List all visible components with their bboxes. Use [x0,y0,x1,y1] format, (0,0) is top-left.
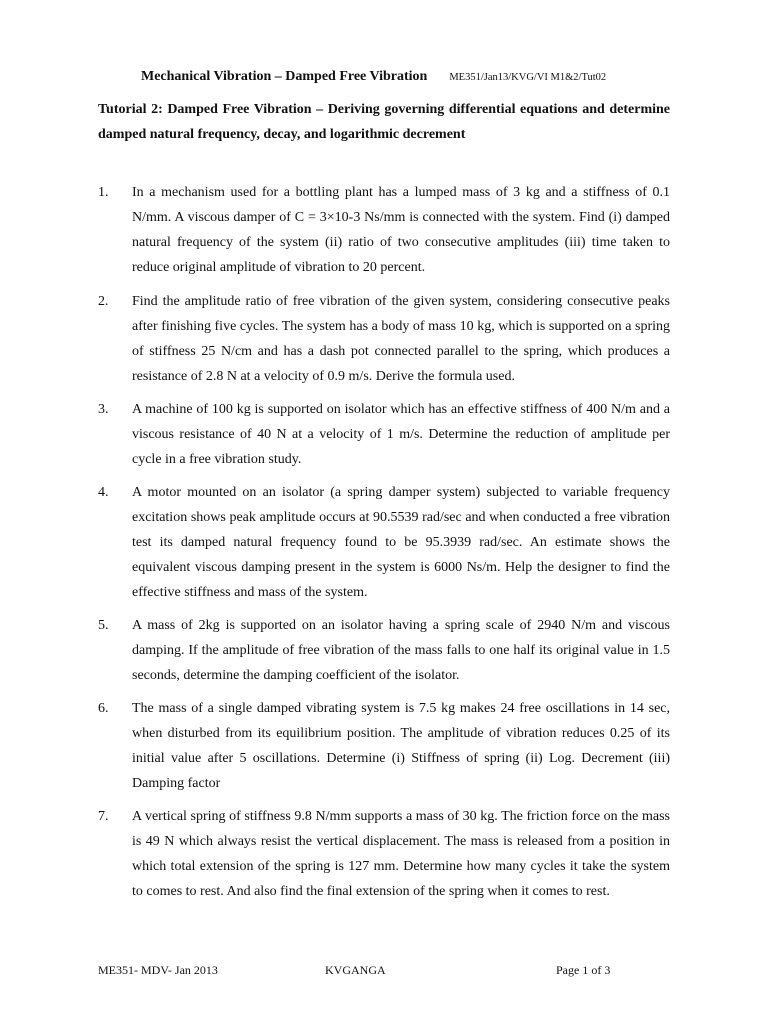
page-header [141,67,606,85]
question-item [98,289,670,389]
question-text: A mass of 2kg is supported on an isolator having a spring scale of 2940 N/m and viscous damping. If the amplitude of free vibration of the mass falls to one half its original value in 1.5 seconds, determine the damping coefficient of the isolator. [132,618,670,683]
question-text: Find the amplitude ratio of free vibration of the given system, considering consecutive peaks after finishing five cycles. The system has a body of mass 10 kg, which is supported on a spring of stiffness 25 N/cm and has a dash pot connected parallel to the spring, which produces a resistance of 2.8 N at a velocity of 0.9 m/s. Derive the formula used. [132,294,670,384]
question-item [98,613,670,688]
question-item [98,696,670,796]
question-text: A motor mounted on an isolator (a spring damper system) subjected to variable frequency excitation shows peak amplitude occurs at 90.5539 rad/sec and when conducted a free vibration test its damped natural frequency found to be 95.3939 rad/sec. An estimate shows the equivalent viscous damping present in the system is 6000 Ns/m. Help the designer to find the effective stiffness and mass of the system. [132,485,670,600]
question-item [98,480,670,605]
footer-author: KVGANGA [325,963,386,977]
question-number: 6. [98,701,109,716]
footer-page-number: Page 1 of 3 [556,963,611,977]
footer-course-code: ME351- MDV- Jan 2013 [98,963,218,977]
question-text: A vertical spring of stiffness 9.8 N/mm supports a mass of 30 kg. The friction force on the mass is 49 N which always resist the vertical displacement. The mass is released from a position in which total extension of the spring is 127 mm. Determine how many cycles it take the system to comes to rest. And also find the final extension of the spring when it comes to rest. [132,809,670,899]
question-number: 1. [98,185,109,200]
question-item [98,804,670,904]
question-text: A machine of 100 kg is supported on isolator which has an effective stiffness of 400 N/m and a viscous resistance of 40 N at a velocity of 1 m/s. Determine the reduction of amplitude per cycle in a free vibration study. [132,402,670,467]
tutorial-title: Tutorial 2: Damped Free Vibration – Deriving governing differential equations and determine damped natural frequency, decay, and logarithmic decrement [98,102,670,142]
question-item [98,397,670,472]
question-number: 3. [98,402,109,417]
header-title: Mechanical Vibration – Damped Free Vibration [141,69,428,84]
question-text: In a mechanism used for a bottling plant has a lumped mass of 3 kg and a stiffness of 0.1 N/mm. A viscous damper of C = 3×10-3 Ns/mm is connected with the system. Find (i) damped natural frequency of the system (ii) ratio of two consecutive amplitudes (iii) time taken to reduce original amplitude of vibration to 20 percent. [132,185,670,275]
question-number: 5. [98,618,109,633]
header-document-code: ME351/Jan13/KVG/VI M1&2/Tut02 [449,72,607,83]
question-list [98,180,670,904]
question-number: 2. [98,294,109,309]
question-text: The mass of a single damped vibrating system is 7.5 kg makes 24 free oscillations in 14 sec, when disturbed from its equilibrium position. The amplitude of vibration reduces 0.25 of its initial value after 5 oscillations. Determine (i) Stiffness of spring (ii) Log. Decrement (iii) Damping factor [132,701,670,791]
question-item [98,180,670,280]
question-number: 4. [98,485,109,500]
question-number: 7. [98,809,109,824]
